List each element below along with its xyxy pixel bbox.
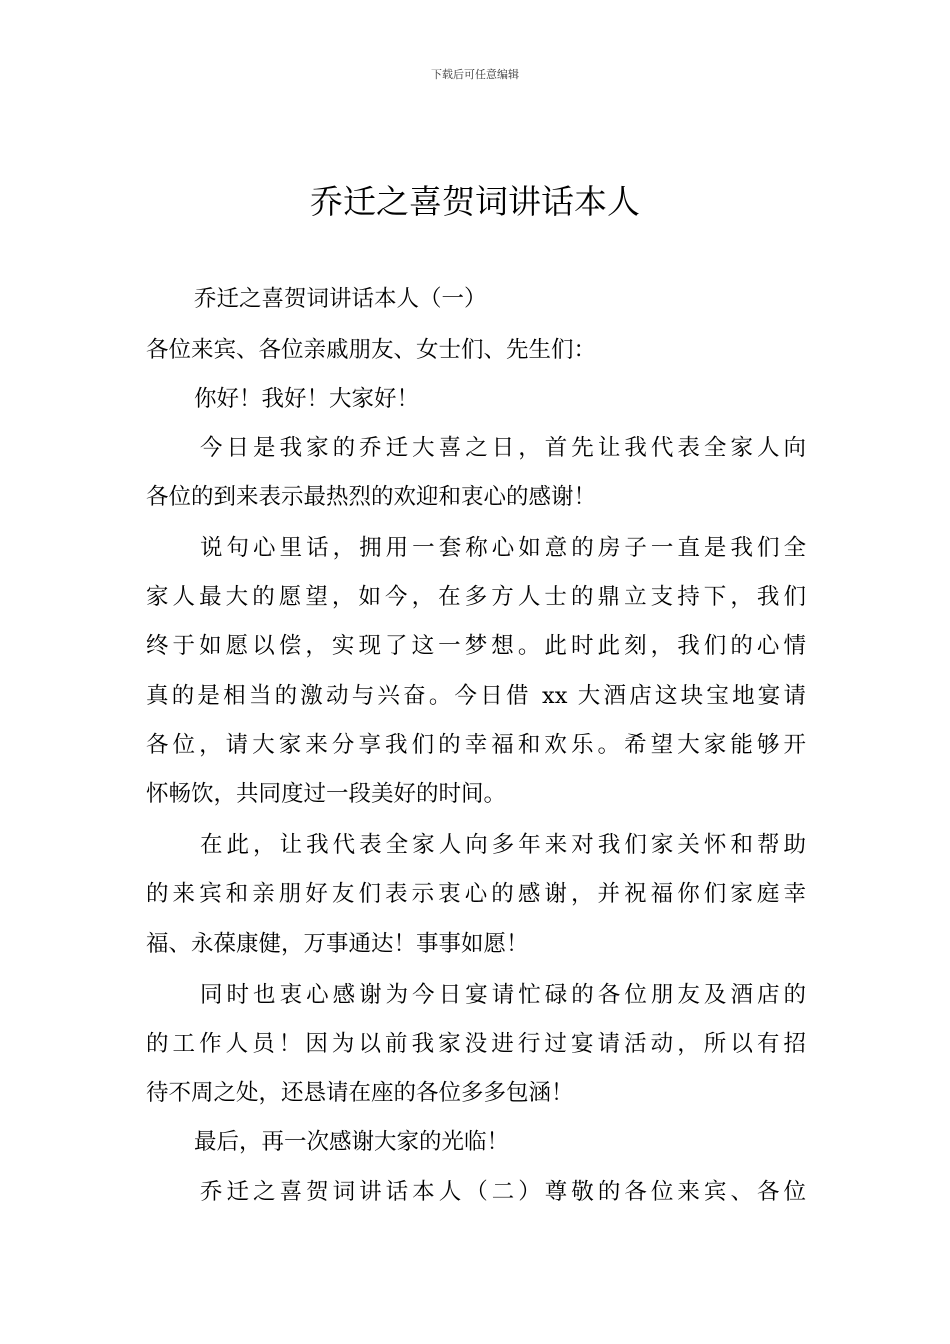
salutation: 各位来宾、各位亲戚朋友、女士们、先生们：: [146, 337, 597, 363]
paragraph-line: 家人最大的愿望，如今，在多方人士的鼎立支持下，我们: [146, 584, 806, 610]
paragraph-line: 真的是相当的激动与兴奋。今日借 xx 大酒店这块宝地宴请: [146, 683, 806, 709]
paragraph-line: 终于如愿以偿，实现了这一梦想。此时此刻，我们的心情: [146, 633, 806, 659]
closing-line: 最后，再一次感谢大家的光临！: [194, 1129, 510, 1155]
paragraph-line: 今日是我家的乔迁大喜之日，首先让我代表全家人向: [200, 435, 806, 461]
document-title: 乔迁之喜贺词讲话本人: [310, 182, 640, 221]
paragraph-line: 的来宾和亲朋好友们表示衷心的感谢，并祝福你们家庭幸: [146, 881, 806, 907]
paragraph-line: 的工作人员！因为以前我家没进行过宴请活动，所以有招: [146, 1031, 806, 1057]
paragraph-line: 各位的到来表示最热烈的欢迎和衷心的感谢！: [146, 484, 597, 510]
paragraph-line: 在此，让我代表全家人向多年来对我们家关怀和帮助: [200, 832, 806, 858]
paragraph-line: 说句心里话，拥用一套称心如意的房子一直是我们全: [200, 535, 806, 561]
page-header: 下载后可任意编辑: [431, 68, 519, 81]
paragraph-line: 各位，请大家来分享我们的幸福和欢乐。希望大家能够开: [146, 732, 806, 758]
section-heading-1: 乔迁之喜贺词讲话本人（一）: [194, 286, 487, 312]
paragraph-line: 待不周之处，还恳请在座的各位多多包涵！: [146, 1080, 574, 1106]
paragraph-line: 怀畅饮，共同度过一段美好的时间。: [146, 781, 507, 807]
section-heading-2: 乔迁之喜贺词讲话本人（二）尊敬的各位来宾、各位: [200, 1179, 806, 1205]
paragraph-line: 福、永葆康健，万事通达！事事如愿！: [146, 931, 529, 957]
paragraph-line: 同时也衷心感谢为今日宴请忙碌的各位朋友及酒店的: [200, 982, 806, 1008]
greeting: 你好！我好！大家好！: [194, 386, 420, 412]
